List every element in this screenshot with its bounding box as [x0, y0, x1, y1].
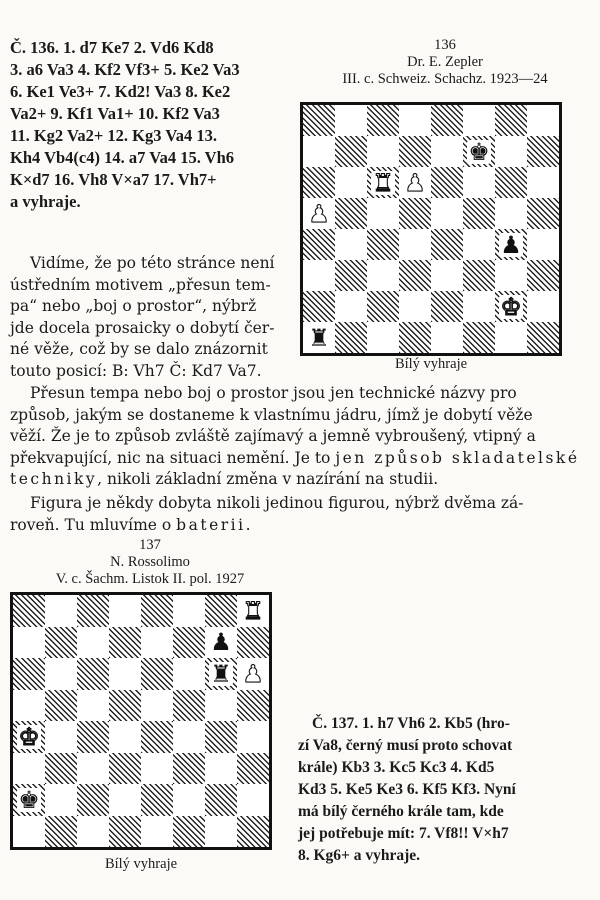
text-line: Vidíme, že po této stránce není: [30, 254, 275, 272]
square-a4: [303, 229, 335, 260]
square-e4: [141, 721, 173, 753]
square-h2: [237, 784, 269, 816]
square-h5: [527, 198, 559, 229]
source-reference: V. c. Šachm. Listok II. pol. 1927: [55, 571, 245, 587]
square-f8: [173, 595, 205, 627]
square-g2: [495, 291, 527, 322]
white-pawn-icon: ♟: [404, 168, 426, 197]
square-e8: [431, 105, 463, 136]
solution-line: krále) Kb3 3. Kc5 Kc3 4. Kd5: [298, 759, 495, 776]
square-d3: [109, 753, 141, 785]
square-h3: [527, 260, 559, 291]
square-f4: [463, 229, 495, 260]
text-run: , nikoli základní změna v nazírání na studii.: [97, 470, 439, 488]
white-pawn-icon: ♟: [308, 199, 330, 228]
square-b1: [45, 816, 77, 848]
square-g8: [205, 595, 237, 627]
square-f3: [463, 260, 495, 291]
text-line: způsob, jakým se dostaneme k vlastnímu jádru, jímž je dobytí věže: [10, 405, 533, 424]
square-h4: [527, 229, 559, 260]
white-rook-icon: ♜: [242, 596, 264, 625]
text-line: né věže, což by se dalo znázornit: [10, 340, 268, 358]
square-f3: [173, 753, 205, 785]
square-g1: [205, 816, 237, 848]
solution-line: 6. Ke1 Ve3+ 7. Kd2! Va3 8. Ke2: [10, 82, 231, 101]
square-g8: [495, 105, 527, 136]
solution-line: Kh4 Vb4(c4) 14. a7 Va4 15. Vh6: [10, 148, 235, 167]
paragraph-2: [10, 383, 588, 491]
square-b8: [45, 595, 77, 627]
square-e5: [141, 690, 173, 722]
black-king-icon: ♚: [18, 785, 40, 814]
square-g7: [495, 136, 527, 167]
square-h4: [237, 721, 269, 753]
square-f4: [173, 721, 205, 753]
square-a3: [13, 753, 45, 785]
solution-line: K×d7 16. Vh8 V×a7 17. Vh7+: [10, 170, 217, 189]
chessboard-136: [300, 102, 562, 356]
solution-line: má bílý černého krále tam, kde: [298, 803, 504, 820]
square-c7: [367, 136, 399, 167]
solution-137: [298, 713, 593, 867]
square-f2: [463, 291, 495, 322]
square-h7: [237, 627, 269, 659]
square-g6: [205, 658, 237, 690]
square-e4: [431, 229, 463, 260]
square-d6: [399, 167, 431, 198]
square-g3: [205, 753, 237, 785]
black-rook-icon: ♜: [308, 323, 330, 352]
square-f7: [463, 136, 495, 167]
square-a6: [13, 658, 45, 690]
square-c5: [77, 690, 109, 722]
square-e6: [141, 658, 173, 690]
diagram-number: 136: [434, 37, 456, 53]
source-reference: III. c. Schweiz. Schachz. 1923—24: [342, 71, 548, 87]
white-rook-icon: ♜: [372, 168, 394, 197]
square-f5: [173, 690, 205, 722]
square-g7: [205, 627, 237, 659]
square-b4: [335, 229, 367, 260]
solution-line: 3. a6 Va3 4. Kf2 Vf3+ 5. Ke2 Va3: [10, 60, 240, 79]
square-b3: [45, 753, 77, 785]
text-line: Figura je někdy dobyta nikoli jedinou figurou, nýbrž dvěma zá-: [30, 494, 524, 512]
square-d1: [109, 816, 141, 848]
text-line: touto posicí: B: Vh7 Č: Kd7 Va7.: [10, 361, 262, 380]
square-c3: [77, 753, 109, 785]
white-king-icon: ♚: [500, 292, 522, 321]
square-g4: [205, 721, 237, 753]
square-b7: [335, 136, 367, 167]
square-h5: [237, 690, 269, 722]
square-b5: [335, 198, 367, 229]
emphasized-text: baterii: [176, 515, 246, 534]
square-b6: [45, 658, 77, 690]
square-c6: [367, 167, 399, 198]
square-a5: [13, 690, 45, 722]
square-e3: [141, 753, 173, 785]
solution-line: zí Va8, černý musí proto schovat: [298, 737, 513, 754]
square-h7: [527, 136, 559, 167]
square-h1: [527, 322, 559, 353]
square-a5: [303, 198, 335, 229]
square-a7: [13, 627, 45, 659]
square-c4: [77, 721, 109, 753]
square-b8: [335, 105, 367, 136]
square-e2: [141, 784, 173, 816]
solution-line: Kd3 5. Ke5 Ke3 6. Kf5 Kf3. Nyní: [298, 781, 516, 798]
black-king-icon: ♚: [468, 137, 490, 166]
emphasized-text: jen způsob skladatelské: [335, 448, 580, 467]
square-d2: [399, 291, 431, 322]
diagram-number: 137: [139, 537, 161, 553]
text-run: .: [245, 515, 251, 534]
square-f1: [173, 816, 205, 848]
square-b6: [335, 167, 367, 198]
square-d3: [399, 260, 431, 291]
solution-line: Č. 136. 1. d7 Ke7 2. Vd6 Kd8: [10, 38, 214, 57]
square-h8: [527, 105, 559, 136]
diagram-caption: Bílý vyhraje: [394, 356, 468, 372]
square-e1: [141, 816, 173, 848]
square-d8: [399, 105, 431, 136]
square-f1: [463, 322, 495, 353]
square-h6: [237, 658, 269, 690]
square-a8: [303, 105, 335, 136]
square-a2: [303, 291, 335, 322]
square-c4: [367, 229, 399, 260]
white-king-icon: ♚: [18, 722, 40, 751]
square-c6: [77, 658, 109, 690]
text-line: Přesun tempa nebo boj o prostor jsou jen technické názvy pro: [30, 384, 517, 402]
square-e3: [431, 260, 463, 291]
square-f8: [463, 105, 495, 136]
solution-line: 11. Kg2 Va2+ 12. Kg3 Va4 13.: [10, 126, 217, 145]
square-e2: [431, 291, 463, 322]
square-d1: [399, 322, 431, 353]
square-d6: [109, 658, 141, 690]
square-c2: [77, 784, 109, 816]
square-c1: [367, 322, 399, 353]
square-f7: [173, 627, 205, 659]
study-137-header: [5, 537, 295, 588]
square-g3: [495, 260, 527, 291]
black-rook-icon: ♜: [210, 659, 232, 688]
square-c1: [77, 816, 109, 848]
square-g5: [205, 690, 237, 722]
square-c5: [367, 198, 399, 229]
diagram-caption: Bílý vyhraje: [104, 856, 178, 872]
square-a7: [303, 136, 335, 167]
square-a1: [13, 816, 45, 848]
black-pawn-icon: ♟: [500, 230, 522, 259]
square-f5: [463, 198, 495, 229]
square-f6: [463, 167, 495, 198]
composer-name: Dr. E. Zepler: [407, 54, 483, 70]
emphasized-text: techniky: [10, 470, 98, 488]
text-line: věží. Že je to způsob zvláště zajímavý a jemně vybroušený, vtipný a: [10, 427, 536, 445]
text-line: jde docela prosaicky o dobytí čer-: [10, 318, 275, 337]
square-d5: [399, 198, 431, 229]
solution-line: 8. Kg6+ a vyhraje.: [298, 847, 421, 864]
text-line: pa“ nebo „boj o prostor“, nýbrž: [10, 297, 257, 315]
square-a1: [303, 322, 335, 353]
square-h6: [527, 167, 559, 198]
solution-line: Va2+ 9. Kf1 Va1+ 10. Kf2 Va3: [10, 104, 220, 123]
square-c8: [77, 595, 109, 627]
chessboard-137: [10, 592, 272, 850]
study-136-header: [295, 37, 595, 88]
composer-name: N. Rossolimo: [110, 554, 190, 570]
square-d4: [109, 721, 141, 753]
paragraph-1: [10, 253, 288, 382]
solution-line: a vyhraje.: [10, 192, 81, 211]
square-b2: [45, 784, 77, 816]
solution-line: Č. 137. 1. h7 Vh6 2. Kb5 (hro-: [312, 715, 510, 732]
square-e5: [431, 198, 463, 229]
square-e6: [431, 167, 463, 198]
square-a8: [13, 595, 45, 627]
square-f6: [173, 658, 205, 690]
square-b3: [335, 260, 367, 291]
square-d7: [109, 627, 141, 659]
square-f2: [173, 784, 205, 816]
text-run: překvapující, nic na situaci nemění. Je to: [10, 448, 336, 467]
square-b1: [335, 322, 367, 353]
square-b7: [45, 627, 77, 659]
text-run: roveň. Tu mluvíme o: [10, 515, 177, 534]
text-line: [10, 448, 588, 470]
square-h8: [237, 595, 269, 627]
square-d5: [109, 690, 141, 722]
square-c7: [77, 627, 109, 659]
black-pawn-icon: ♟: [210, 628, 232, 657]
square-e8: [141, 595, 173, 627]
square-h3: [237, 753, 269, 785]
square-e1: [431, 322, 463, 353]
square-d8: [109, 595, 141, 627]
square-d4: [399, 229, 431, 260]
solution-136: [10, 37, 292, 213]
square-g1: [495, 322, 527, 353]
square-a4: [13, 721, 45, 753]
square-d7: [399, 136, 431, 167]
square-c2: [367, 291, 399, 322]
square-b2: [335, 291, 367, 322]
square-g6: [495, 167, 527, 198]
text-line: [10, 469, 588, 491]
text-line: ústředním motivem „přesun tem-: [10, 275, 271, 294]
text-line: [10, 515, 588, 537]
square-d2: [109, 784, 141, 816]
square-g2: [205, 784, 237, 816]
square-c8: [367, 105, 399, 136]
square-g4: [495, 229, 527, 260]
square-e7: [431, 136, 463, 167]
white-pawn-icon: ♟: [242, 659, 264, 688]
square-c3: [367, 260, 399, 291]
square-a3: [303, 260, 335, 291]
square-a2: [13, 784, 45, 816]
square-b4: [45, 721, 77, 753]
square-a6: [303, 167, 335, 198]
paragraph-3: [10, 493, 588, 536]
square-g5: [495, 198, 527, 229]
square-e7: [141, 627, 173, 659]
square-b5: [45, 690, 77, 722]
square-h2: [527, 291, 559, 322]
solution-line: jej potřebuje mít: 7. Vf8!! V×h7: [298, 825, 509, 842]
square-h1: [237, 816, 269, 848]
